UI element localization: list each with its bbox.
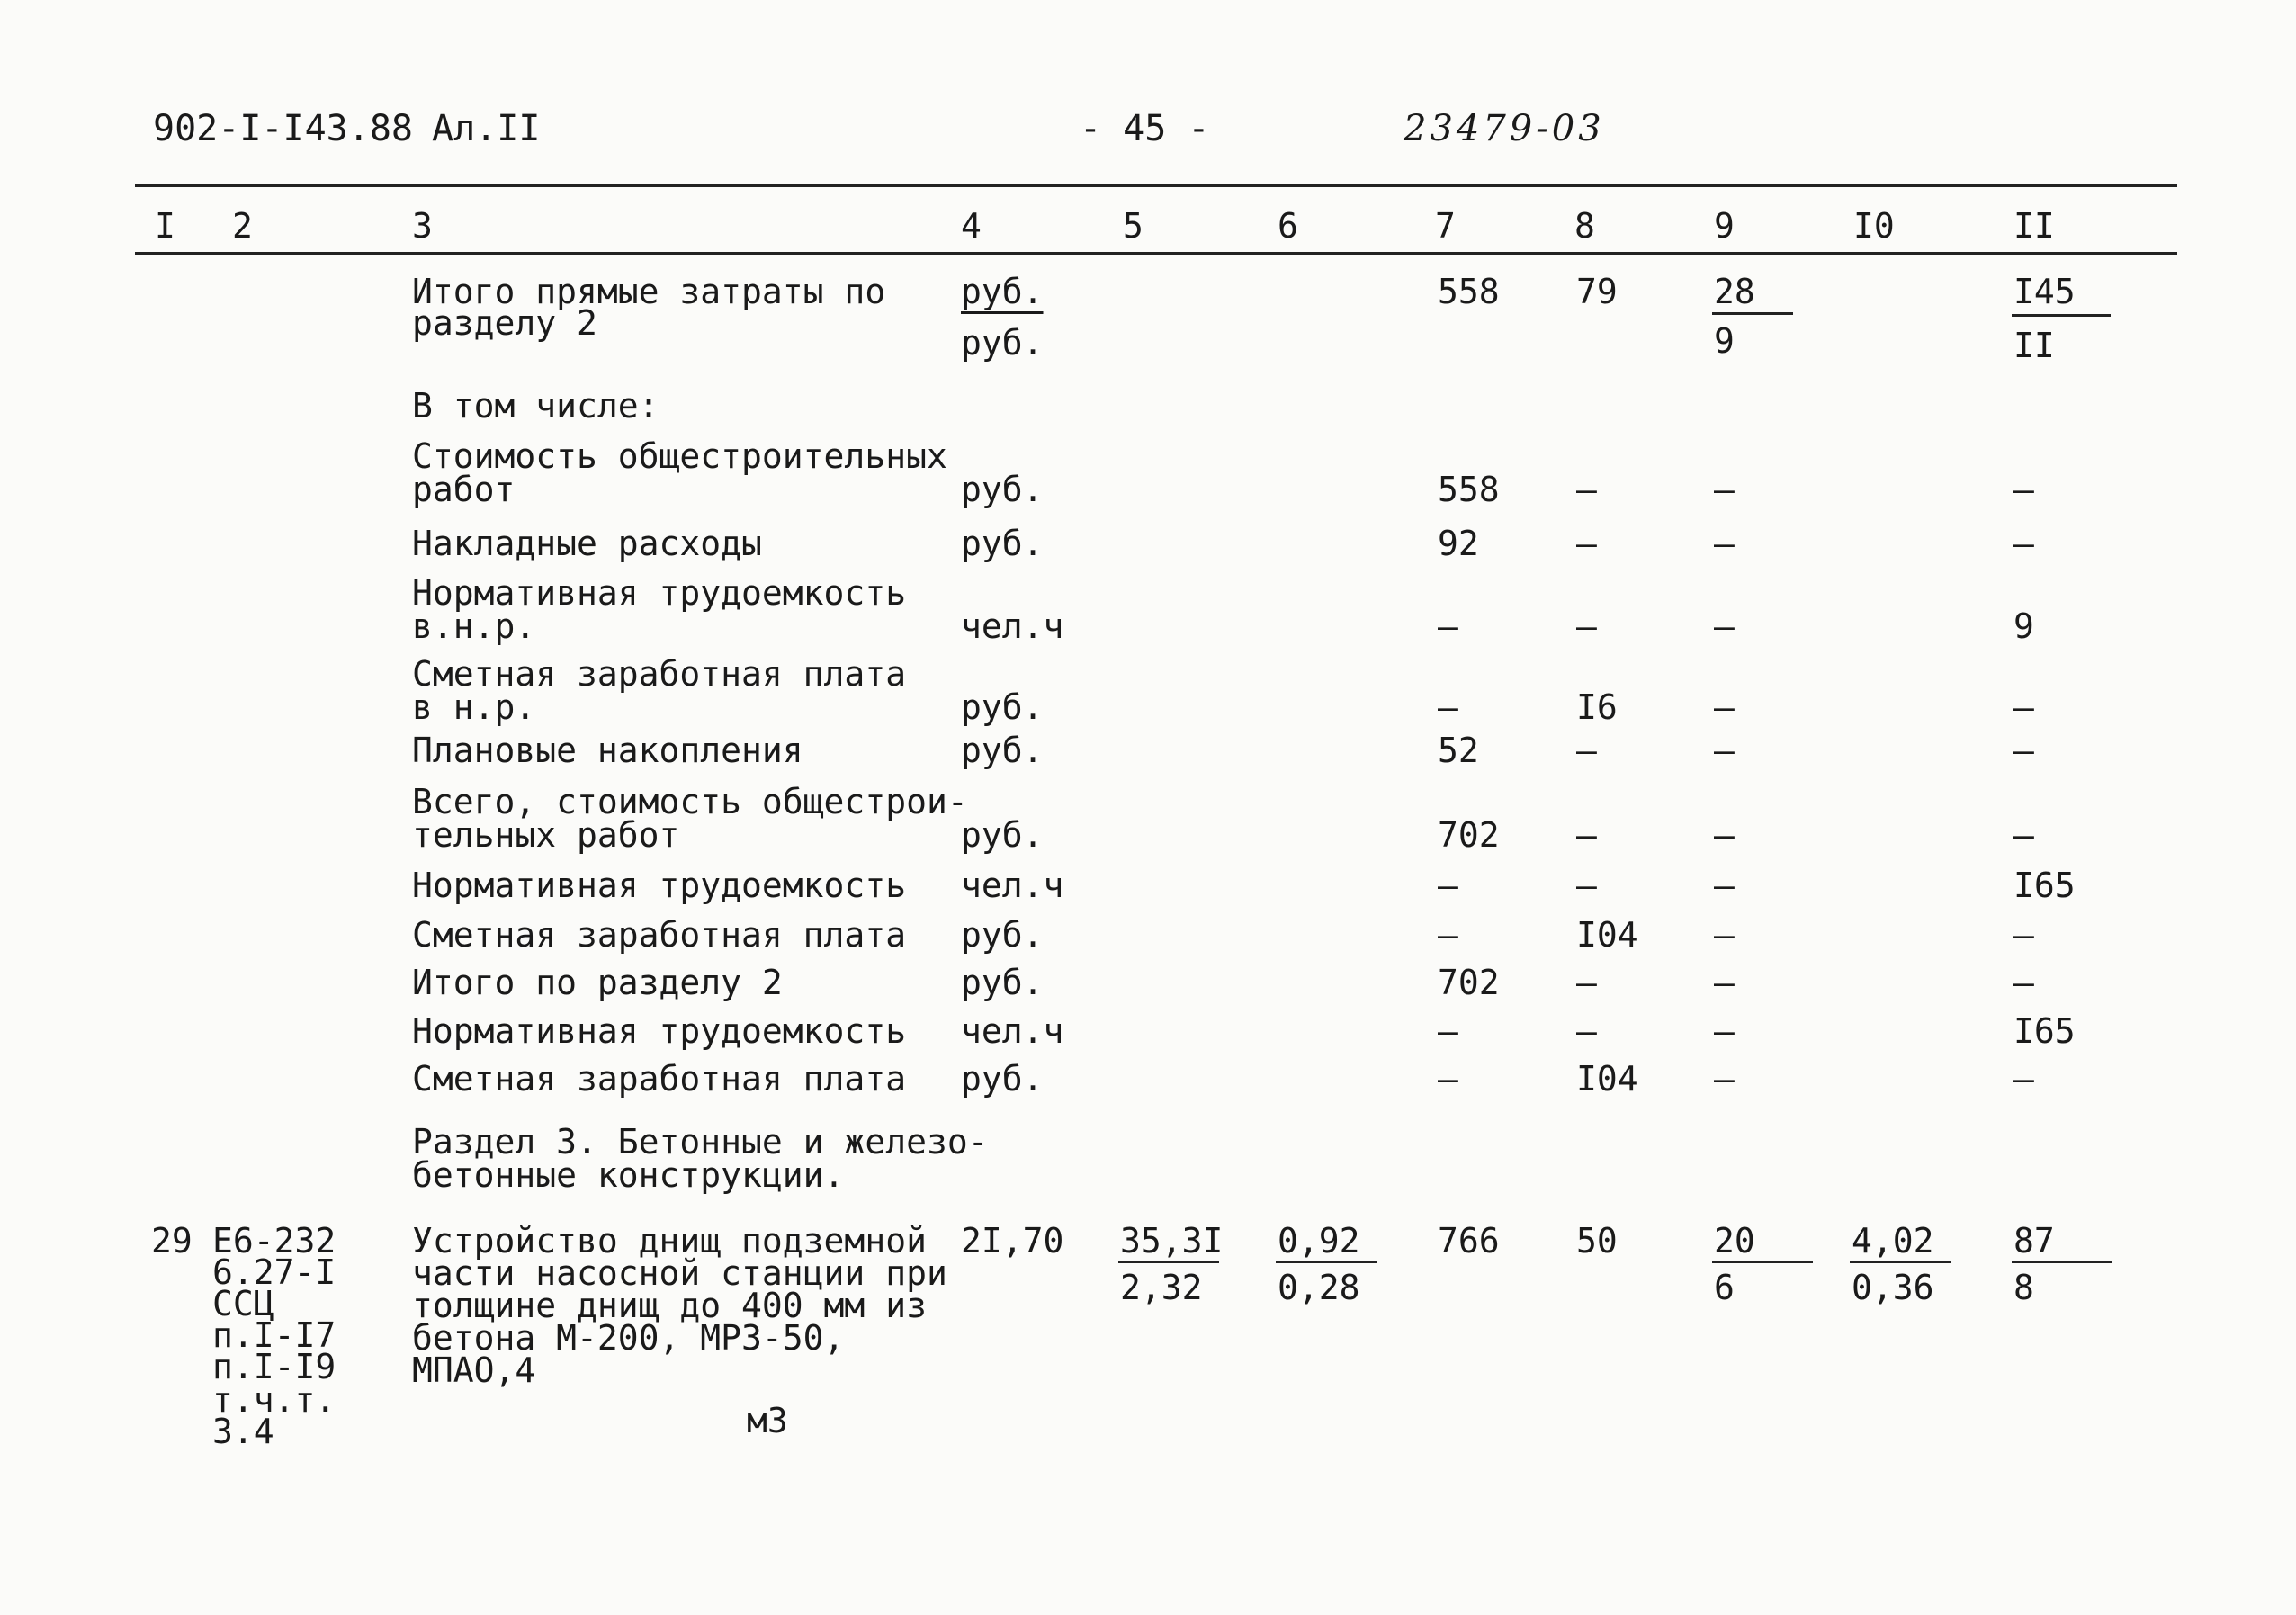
col11-value: I65 — [2013, 1011, 2076, 1051]
col-header-5: 5 — [1123, 206, 1144, 246]
col11-value: – — [2013, 915, 2034, 955]
item-description-line: Устройство днищ подземной — [412, 1221, 927, 1261]
fraction-bar — [1712, 1261, 1813, 1263]
fraction-bar — [1276, 1261, 1377, 1263]
col9-value: – — [1714, 1059, 1735, 1099]
col-header-11: II — [2013, 206, 2055, 246]
row-unit: чел.ч — [961, 866, 1064, 905]
col7-value: 702 — [1438, 815, 1500, 855]
row-label-line2: в н.р. — [412, 687, 536, 727]
item-code-line: 6.27-I — [212, 1252, 336, 1292]
col11-value: – — [2013, 1059, 2034, 1099]
item-unit: м3 — [747, 1401, 788, 1440]
col6-top: 0,92 — [1278, 1221, 1360, 1261]
item-code-line: ССЦ — [212, 1284, 274, 1323]
fraction-bar — [1712, 312, 1793, 315]
row-label-line1: Стоимость общестроительных — [412, 436, 947, 476]
row-label-line1: Сметная заработная плата — [412, 915, 907, 955]
item-description-line: части насосной станции при — [412, 1253, 947, 1293]
row-label-line1: Нормативная трудоемкость — [412, 1011, 907, 1051]
col-header-1: I — [155, 206, 175, 246]
col7-value: 702 — [1438, 963, 1500, 1002]
col9-value: – — [1714, 470, 1735, 509]
col8-value: – — [1576, 815, 1597, 855]
document-code: 902-I-I43.88 — [153, 108, 413, 149]
item-code-line: т.ч.т. — [212, 1380, 336, 1420]
row-unit: руб. — [961, 915, 1044, 955]
col5-bottom: 2,32 — [1120, 1268, 1203, 1307]
col7-value: – — [1438, 687, 1458, 727]
col-header-7: 7 — [1435, 206, 1456, 246]
col11-value: I65 — [2013, 866, 2076, 905]
col9-top: 20 — [1714, 1221, 1755, 1261]
col7-value: – — [1438, 1059, 1458, 1099]
page-number: - 45 - — [1080, 108, 1210, 149]
col-header-6: 6 — [1278, 206, 1298, 246]
item-code-line: Е6-232 — [212, 1221, 336, 1261]
col8-value: I04 — [1576, 915, 1638, 955]
row-unit: руб. — [961, 731, 1044, 770]
handwritten-number: 23479-03 — [1404, 108, 1605, 149]
col9-value: – — [1714, 524, 1735, 563]
col11-value: – — [2013, 815, 2034, 855]
item-code-line: 3.4 — [212, 1412, 274, 1451]
col7-value: – — [1438, 1011, 1458, 1051]
album-label: Ал.II — [432, 108, 541, 149]
col11-value: – — [2013, 731, 2034, 770]
row-label-line1: Всего, стоимость общестрои- — [412, 782, 968, 821]
col11-top: 87 — [2013, 1221, 2055, 1261]
col8-value: – — [1576, 470, 1597, 509]
col8-value: – — [1576, 866, 1597, 905]
row-label-line1: Итого прямые затраты по — [412, 272, 886, 311]
row-unit: чел.ч — [961, 1011, 1064, 1051]
col-header-8: 8 — [1574, 206, 1595, 246]
row-label-line1: Итого по разделу 2 — [412, 963, 783, 1002]
col7-value: – — [1438, 606, 1458, 646]
col8-value: – — [1576, 606, 1597, 646]
col11-value: – — [2013, 963, 2034, 1002]
col8-value: – — [1576, 1011, 1597, 1051]
col7-value: 558 — [1438, 272, 1500, 311]
col9-bottom: 9 — [1714, 321, 1735, 361]
row-label-line1: Накладные расходы — [412, 524, 762, 563]
row-unit: руб. — [961, 963, 1044, 1002]
col8-value: – — [1576, 524, 1597, 563]
col8-value: I04 — [1576, 1059, 1638, 1099]
col9-top: 28 — [1714, 272, 1755, 311]
table-header-rule — [135, 252, 2177, 255]
col11-bottom: II — [2013, 326, 2055, 365]
col11-value: 9 — [2013, 606, 2034, 646]
col9-value: – — [1714, 731, 1735, 770]
col7-value: 92 — [1438, 524, 1479, 563]
table-top-rule — [135, 184, 2177, 187]
col5-top: 35,3I — [1120, 1221, 1224, 1261]
col9-value: – — [1714, 815, 1735, 855]
row-label-line2: в.н.р. — [412, 606, 536, 646]
col8-value: – — [1576, 963, 1597, 1002]
item-description-line: толщине днищ до 400 мм из — [412, 1286, 927, 1325]
row-unit: руб. — [961, 815, 1044, 855]
row-label-line1: Нормативная трудоемкость — [412, 866, 907, 905]
col-header-9: 9 — [1714, 206, 1735, 246]
row-unit: руб. — [961, 687, 1044, 727]
col11-top: I45 — [2013, 272, 2076, 311]
col11-bottom: 8 — [2013, 1268, 2034, 1307]
col8-value: I6 — [1576, 687, 1618, 727]
col10-top: 4,02 — [1852, 1221, 1934, 1261]
section3-title-line1: Раздел 3. Бетонные и железо- — [412, 1122, 989, 1162]
row-unit: руб. — [961, 524, 1044, 563]
col9-value: – — [1714, 866, 1735, 905]
col10-bottom: 0,36 — [1852, 1268, 1934, 1307]
fraction-bar — [1850, 1261, 1951, 1263]
col7-value: 52 — [1438, 731, 1479, 770]
col-header-2: 2 — [232, 206, 253, 246]
item-code-line: п.I-I9 — [212, 1347, 336, 1386]
row-unit: руб. — [961, 1059, 1044, 1099]
col7-value: – — [1438, 866, 1458, 905]
col11-value: – — [2013, 470, 2034, 509]
fraction-bar — [2012, 1261, 2112, 1263]
item-description-line: бетона М-200, МРЗ-50, — [412, 1318, 845, 1358]
col9-value: – — [1714, 915, 1735, 955]
unit-bottom: руб. — [961, 323, 1044, 363]
col7-value: – — [1438, 915, 1458, 955]
item-code-line: п.I-I7 — [212, 1315, 336, 1355]
col4-value: 2I,70 — [961, 1221, 1064, 1261]
row-label-line1: Сметная заработная плата — [412, 654, 907, 694]
col-header-4: 4 — [961, 206, 982, 246]
row-label-line2: разделу 2 — [412, 303, 597, 343]
fraction-bar — [1118, 1261, 1219, 1263]
col9-value: – — [1714, 1011, 1735, 1051]
col9-value: – — [1714, 606, 1735, 646]
section3-title-line2: бетонные конструкции. — [412, 1155, 845, 1195]
col8-value: 50 — [1576, 1221, 1618, 1261]
row-label-line2: тельных работ — [412, 815, 680, 855]
col-header-3: 3 — [412, 206, 433, 246]
row-unit: чел.ч — [961, 606, 1064, 646]
including-label: В том числе: — [412, 386, 659, 426]
unit-top: руб. — [961, 272, 1044, 311]
col7-value: 766 — [1438, 1221, 1500, 1261]
row-label-line1: Нормативная трудоемкость — [412, 573, 907, 613]
col8-value: 79 — [1576, 272, 1618, 311]
col7-value: 558 — [1438, 470, 1500, 509]
col11-value: – — [2013, 524, 2034, 563]
item-number: 29 — [151, 1221, 193, 1261]
col9-value: – — [1714, 687, 1735, 727]
col9-value: – — [1714, 963, 1735, 1002]
col9-bottom: 6 — [1714, 1268, 1735, 1307]
col11-value: – — [2013, 687, 2034, 727]
col-header-10: I0 — [1853, 206, 1895, 246]
row-unit: руб. — [961, 470, 1044, 509]
fraction-bar — [2012, 314, 2111, 317]
row-label-line1: Плановые накопления — [412, 731, 803, 770]
col6-bottom: 0,28 — [1278, 1268, 1360, 1307]
row-label-line1: Сметная заработная плата — [412, 1059, 907, 1099]
row-label-line2: работ — [412, 470, 516, 509]
item-description-line: МПАО,4 — [412, 1350, 536, 1390]
col8-value: – — [1576, 731, 1597, 770]
